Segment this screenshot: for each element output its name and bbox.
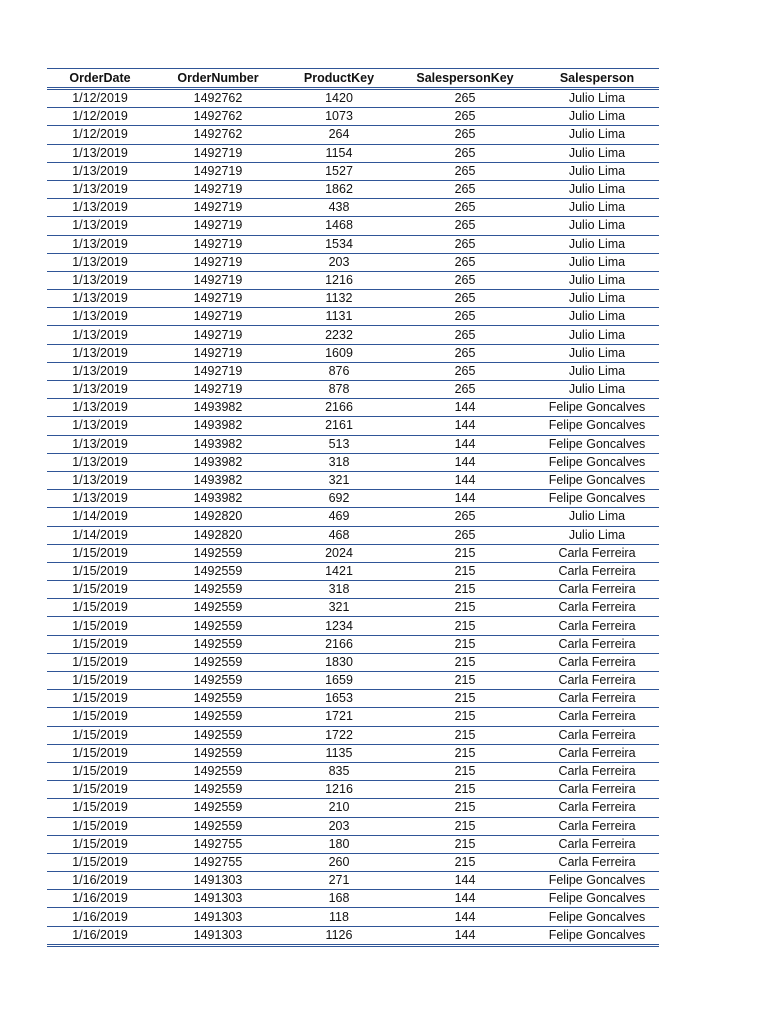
cell-salesperson[interactable]: Felipe Goncalves: [535, 890, 659, 908]
cell-salespersonkey[interactable]: 215: [395, 762, 535, 780]
cell-salesperson[interactable]: Carla Ferreira: [535, 762, 659, 780]
cell-salesperson[interactable]: Julio Lima: [535, 217, 659, 235]
cell-orderdate[interactable]: 1/13/2019: [47, 490, 153, 508]
cell-ordernumber[interactable]: 1493982: [153, 453, 283, 471]
cell-salesperson[interactable]: Felipe Goncalves: [535, 926, 659, 945]
cell-salesperson[interactable]: Julio Lima: [535, 290, 659, 308]
cell-orderdate[interactable]: 1/15/2019: [47, 817, 153, 835]
cell-orderdate[interactable]: 1/15/2019: [47, 708, 153, 726]
cell-orderdate[interactable]: 1/13/2019: [47, 362, 153, 380]
cell-salesperson[interactable]: Carla Ferreira: [535, 853, 659, 871]
cell-salesperson[interactable]: Julio Lima: [535, 108, 659, 126]
table-row: [47, 108, 659, 126]
cell-productkey[interactable]: 1216: [283, 271, 395, 289]
cell-salesperson[interactable]: Julio Lima: [535, 199, 659, 217]
cell-salespersonkey[interactable]: 265: [395, 217, 535, 235]
table-row: [47, 453, 659, 471]
cell-salesperson[interactable]: Carla Ferreira: [535, 672, 659, 690]
cell-salespersonkey[interactable]: 265: [395, 180, 535, 198]
cell-productkey[interactable]: 1132: [283, 290, 395, 308]
cell-salespersonkey[interactable]: 265: [395, 271, 535, 289]
cell-salespersonkey[interactable]: 215: [395, 635, 535, 653]
cell-ordernumber[interactable]: 1492820: [153, 526, 283, 544]
table-row: [47, 526, 659, 544]
cell-productkey[interactable]: 260: [283, 853, 395, 871]
cell-productkey[interactable]: 271: [283, 872, 395, 890]
cell-productkey[interactable]: 1234: [283, 617, 395, 635]
header-salespersonkey[interactable]: SalespersonKey: [395, 69, 535, 89]
cell-salespersonkey[interactable]: 265: [395, 253, 535, 271]
cell-productkey[interactable]: 203: [283, 253, 395, 271]
cell-salesperson[interactable]: Julio Lima: [535, 89, 659, 108]
cell-productkey[interactable]: 438: [283, 199, 395, 217]
cell-orderdate[interactable]: 1/15/2019: [47, 653, 153, 671]
cell-productkey[interactable]: 1653: [283, 690, 395, 708]
cell-productkey[interactable]: 203: [283, 817, 395, 835]
cell-salespersonkey[interactable]: 265: [395, 326, 535, 344]
table-row: [47, 399, 659, 417]
cell-ordernumber[interactable]: 1491303: [153, 908, 283, 926]
cell-salesperson[interactable]: Carla Ferreira: [535, 799, 659, 817]
cell-salespersonkey[interactable]: 144: [395, 872, 535, 890]
cell-salesperson[interactable]: Julio Lima: [535, 308, 659, 326]
cell-orderdate[interactable]: 1/13/2019: [47, 453, 153, 471]
table-row: [47, 381, 659, 399]
cell-orderdate[interactable]: 1/13/2019: [47, 471, 153, 489]
cell-salespersonkey[interactable]: 215: [395, 781, 535, 799]
cell-ordernumber[interactable]: 1492755: [153, 835, 283, 853]
cell-orderdate[interactable]: 1/12/2019: [47, 108, 153, 126]
table-row: [47, 326, 659, 344]
cell-salesperson[interactable]: Julio Lima: [535, 126, 659, 144]
cell-salesperson[interactable]: Carla Ferreira: [535, 726, 659, 744]
cell-salespersonkey[interactable]: 215: [395, 835, 535, 853]
table-row: [47, 417, 659, 435]
cell-orderdate[interactable]: 1/13/2019: [47, 381, 153, 399]
cell-productkey[interactable]: 1534: [283, 235, 395, 253]
cell-productkey[interactable]: 1527: [283, 162, 395, 180]
cell-salesperson[interactable]: Carla Ferreira: [535, 544, 659, 562]
cell-ordernumber[interactable]: 1492719: [153, 162, 283, 180]
cell-salesperson[interactable]: Julio Lima: [535, 362, 659, 380]
cell-orderdate[interactable]: 1/13/2019: [47, 326, 153, 344]
cell-productkey[interactable]: 321: [283, 471, 395, 489]
cell-ordernumber[interactable]: 1492559: [153, 581, 283, 599]
cell-salespersonkey[interactable]: 215: [395, 744, 535, 762]
table-row: [47, 762, 659, 780]
cell-ordernumber[interactable]: 1492719: [153, 253, 283, 271]
cell-orderdate[interactable]: 1/13/2019: [47, 290, 153, 308]
cell-salesperson[interactable]: Felipe Goncalves: [535, 872, 659, 890]
cell-salespersonkey[interactable]: 265: [395, 199, 535, 217]
table-row: [47, 89, 659, 108]
cell-orderdate[interactable]: 1/15/2019: [47, 744, 153, 762]
table-row: [47, 562, 659, 580]
cell-productkey[interactable]: 210: [283, 799, 395, 817]
cell-salespersonkey[interactable]: 215: [395, 708, 535, 726]
cell-productkey[interactable]: 1609: [283, 344, 395, 362]
cell-productkey[interactable]: 1830: [283, 653, 395, 671]
cell-orderdate[interactable]: 1/16/2019: [47, 926, 153, 945]
cell-salespersonkey[interactable]: 265: [395, 290, 535, 308]
cell-salespersonkey[interactable]: 215: [395, 799, 535, 817]
cell-salespersonkey[interactable]: 265: [395, 381, 535, 399]
cell-productkey[interactable]: 1421: [283, 562, 395, 580]
cell-productkey[interactable]: 168: [283, 890, 395, 908]
cell-salespersonkey[interactable]: 265: [395, 162, 535, 180]
cell-orderdate[interactable]: 1/13/2019: [47, 417, 153, 435]
cell-ordernumber[interactable]: 1492719: [153, 235, 283, 253]
cell-orderdate[interactable]: 1/13/2019: [47, 235, 153, 253]
cell-productkey[interactable]: 1721: [283, 708, 395, 726]
cell-orderdate[interactable]: 1/13/2019: [47, 144, 153, 162]
cell-orderdate[interactable]: 1/13/2019: [47, 199, 153, 217]
cell-productkey[interactable]: 264: [283, 126, 395, 144]
table-body: [47, 89, 659, 946]
cell-salespersonkey[interactable]: 265: [395, 126, 535, 144]
cell-productkey[interactable]: 180: [283, 835, 395, 853]
cell-salespersonkey[interactable]: 215: [395, 562, 535, 580]
cell-ordernumber[interactable]: 1492719: [153, 144, 283, 162]
cell-ordernumber[interactable]: 1492762: [153, 89, 283, 108]
cell-ordernumber[interactable]: 1492559: [153, 653, 283, 671]
cell-salesperson[interactable]: Carla Ferreira: [535, 562, 659, 580]
cell-productkey[interactable]: 1126: [283, 926, 395, 945]
cell-ordernumber[interactable]: 1492719: [153, 199, 283, 217]
cell-orderdate[interactable]: 1/15/2019: [47, 581, 153, 599]
cell-ordernumber[interactable]: 1492559: [153, 781, 283, 799]
cell-productkey[interactable]: 1154: [283, 144, 395, 162]
cell-ordernumber[interactable]: 1492559: [153, 690, 283, 708]
cell-salesperson[interactable]: Julio Lima: [535, 526, 659, 544]
table-row: [47, 217, 659, 235]
table-row: [47, 126, 659, 144]
header-orderdate[interactable]: OrderDate: [47, 69, 153, 89]
cell-ordernumber[interactable]: 1491303: [153, 872, 283, 890]
cell-salespersonkey[interactable]: 265: [395, 508, 535, 526]
cell-salesperson[interactable]: Felipe Goncalves: [535, 490, 659, 508]
cell-productkey[interactable]: 1073: [283, 108, 395, 126]
cell-salesperson[interactable]: Julio Lima: [535, 144, 659, 162]
cell-orderdate[interactable]: 1/13/2019: [47, 180, 153, 198]
cell-ordernumber[interactable]: 1492719: [153, 381, 283, 399]
cell-ordernumber[interactable]: 1492559: [153, 599, 283, 617]
cell-ordernumber[interactable]: 1493982: [153, 490, 283, 508]
cell-salesperson[interactable]: Felipe Goncalves: [535, 435, 659, 453]
cell-salesperson[interactable]: Julio Lima: [535, 508, 659, 526]
cell-salesperson[interactable]: Carla Ferreira: [535, 599, 659, 617]
cell-salespersonkey[interactable]: 144: [395, 471, 535, 489]
cell-salespersonkey[interactable]: 144: [395, 417, 535, 435]
cell-ordernumber[interactable]: 1493982: [153, 471, 283, 489]
cell-salespersonkey[interactable]: 265: [395, 89, 535, 108]
cell-salesperson[interactable]: Julio Lima: [535, 271, 659, 289]
table-row: [47, 344, 659, 362]
cell-ordernumber[interactable]: 1493982: [153, 435, 283, 453]
table-row: [47, 817, 659, 835]
cell-orderdate[interactable]: 1/14/2019: [47, 526, 153, 544]
table-row: [47, 635, 659, 653]
cell-ordernumber[interactable]: 1493982: [153, 417, 283, 435]
cell-ordernumber[interactable]: 1492559: [153, 799, 283, 817]
cell-productkey[interactable]: 2024: [283, 544, 395, 562]
cell-salesperson[interactable]: Carla Ferreira: [535, 653, 659, 671]
cell-productkey[interactable]: 469: [283, 508, 395, 526]
table-row: [47, 199, 659, 217]
cell-ordernumber[interactable]: 1491303: [153, 890, 283, 908]
cell-salesperson[interactable]: Carla Ferreira: [535, 617, 659, 635]
cell-salespersonkey[interactable]: 265: [395, 144, 535, 162]
cell-orderdate[interactable]: 1/15/2019: [47, 599, 153, 617]
cell-salespersonkey[interactable]: 144: [395, 453, 535, 471]
cell-orderdate[interactable]: 1/15/2019: [47, 617, 153, 635]
cell-orderdate[interactable]: 1/13/2019: [47, 344, 153, 362]
cell-ordernumber[interactable]: 1492719: [153, 217, 283, 235]
table-row: [47, 726, 659, 744]
cell-salespersonkey[interactable]: 144: [395, 490, 535, 508]
cell-ordernumber[interactable]: 1491303: [153, 926, 283, 945]
table-row: [47, 653, 659, 671]
cell-salespersonkey[interactable]: 215: [395, 653, 535, 671]
cell-productkey[interactable]: 1862: [283, 180, 395, 198]
cell-ordernumber[interactable]: 1492762: [153, 126, 283, 144]
cell-productkey[interactable]: 118: [283, 908, 395, 926]
cell-salespersonkey[interactable]: 265: [395, 362, 535, 380]
cell-ordernumber[interactable]: 1492559: [153, 817, 283, 835]
cell-orderdate[interactable]: 1/15/2019: [47, 672, 153, 690]
table-row: [47, 744, 659, 762]
table-row: [47, 581, 659, 599]
cell-ordernumber[interactable]: 1492719: [153, 344, 283, 362]
table-row: [47, 799, 659, 817]
cell-salespersonkey[interactable]: 144: [395, 399, 535, 417]
header-row: [47, 69, 659, 89]
cell-orderdate[interactable]: 1/15/2019: [47, 799, 153, 817]
cell-productkey[interactable]: 468: [283, 526, 395, 544]
orders-table: [47, 68, 659, 947]
cell-ordernumber[interactable]: 1493982: [153, 399, 283, 417]
cell-salespersonkey[interactable]: 215: [395, 726, 535, 744]
cell-ordernumber[interactable]: 1492559: [153, 672, 283, 690]
cell-ordernumber[interactable]: 1492559: [153, 744, 283, 762]
cell-salesperson[interactable]: Carla Ferreira: [535, 635, 659, 653]
table-row: [47, 235, 659, 253]
table-row: [47, 617, 659, 635]
table-row: [47, 144, 659, 162]
cell-salesperson[interactable]: Felipe Goncalves: [535, 908, 659, 926]
cell-productkey[interactable]: 876: [283, 362, 395, 380]
cell-salesperson[interactable]: Julio Lima: [535, 162, 659, 180]
cell-salesperson[interactable]: Carla Ferreira: [535, 690, 659, 708]
cell-salespersonkey[interactable]: 215: [395, 690, 535, 708]
cell-productkey[interactable]: 318: [283, 453, 395, 471]
cell-ordernumber[interactable]: 1492755: [153, 853, 283, 871]
cell-salespersonkey[interactable]: 144: [395, 890, 535, 908]
cell-productkey[interactable]: 835: [283, 762, 395, 780]
cell-productkey[interactable]: 2161: [283, 417, 395, 435]
cell-ordernumber[interactable]: 1492719: [153, 180, 283, 198]
table-row: [47, 926, 659, 945]
table-row: [47, 162, 659, 180]
cell-ordernumber[interactable]: 1492762: [153, 108, 283, 126]
cell-ordernumber[interactable]: 1492719: [153, 326, 283, 344]
cell-salespersonkey[interactable]: 215: [395, 853, 535, 871]
cell-orderdate[interactable]: 1/15/2019: [47, 544, 153, 562]
header-ordernumber[interactable]: OrderNumber: [153, 69, 283, 89]
cell-salesperson[interactable]: Carla Ferreira: [535, 835, 659, 853]
cell-salespersonkey[interactable]: 215: [395, 581, 535, 599]
table-row: [47, 271, 659, 289]
cell-productkey[interactable]: 1135: [283, 744, 395, 762]
cell-orderdate[interactable]: 1/13/2019: [47, 308, 153, 326]
header-salesperson[interactable]: Salesperson: [535, 69, 659, 89]
cell-orderdate[interactable]: 1/13/2019: [47, 253, 153, 271]
cell-productkey[interactable]: 1468: [283, 217, 395, 235]
cell-salesperson[interactable]: Julio Lima: [535, 180, 659, 198]
table-row: [47, 672, 659, 690]
cell-salespersonkey[interactable]: 215: [395, 817, 535, 835]
table-row: [47, 908, 659, 926]
cell-productkey[interactable]: 318: [283, 581, 395, 599]
table-row: [47, 853, 659, 871]
cell-productkey[interactable]: 1659: [283, 672, 395, 690]
cell-salesperson[interactable]: Julio Lima: [535, 253, 659, 271]
table-row: [47, 599, 659, 617]
cell-salespersonkey[interactable]: 144: [395, 908, 535, 926]
cell-orderdate[interactable]: 1/14/2019: [47, 508, 153, 526]
cell-salespersonkey[interactable]: 144: [395, 435, 535, 453]
cell-salespersonkey[interactable]: 265: [395, 235, 535, 253]
cell-salesperson[interactable]: Julio Lima: [535, 235, 659, 253]
cell-orderdate[interactable]: 1/15/2019: [47, 726, 153, 744]
cell-salesperson[interactable]: Felipe Goncalves: [535, 471, 659, 489]
cell-productkey[interactable]: 878: [283, 381, 395, 399]
cell-productkey[interactable]: 513: [283, 435, 395, 453]
cell-productkey[interactable]: 1131: [283, 308, 395, 326]
cell-salespersonkey[interactable]: 265: [395, 344, 535, 362]
cell-orderdate[interactable]: 1/16/2019: [47, 908, 153, 926]
table-row: [47, 490, 659, 508]
table-row: [47, 180, 659, 198]
cell-orderdate[interactable]: 1/13/2019: [47, 435, 153, 453]
table-row: [47, 544, 659, 562]
cell-salesperson[interactable]: Julio Lima: [535, 326, 659, 344]
cell-ordernumber[interactable]: 1492559: [153, 726, 283, 744]
cell-ordernumber[interactable]: 1492820: [153, 508, 283, 526]
cell-orderdate[interactable]: 1/15/2019: [47, 781, 153, 799]
cell-salespersonkey[interactable]: 215: [395, 617, 535, 635]
table-row: [47, 253, 659, 271]
table-row: [47, 290, 659, 308]
cell-productkey[interactable]: 1722: [283, 726, 395, 744]
cell-ordernumber[interactable]: 1492719: [153, 290, 283, 308]
table-row: [47, 708, 659, 726]
cell-ordernumber[interactable]: 1492559: [153, 708, 283, 726]
table-row: [47, 471, 659, 489]
cell-productkey[interactable]: 2232: [283, 326, 395, 344]
cell-ordernumber[interactable]: 1492719: [153, 308, 283, 326]
cell-salesperson[interactable]: Felipe Goncalves: [535, 417, 659, 435]
table-row: [47, 690, 659, 708]
cell-orderdate[interactable]: 1/12/2019: [47, 126, 153, 144]
cell-orderdate[interactable]: 1/13/2019: [47, 162, 153, 180]
cell-orderdate[interactable]: 1/15/2019: [47, 562, 153, 580]
cell-salesperson[interactable]: Carla Ferreira: [535, 817, 659, 835]
cell-salespersonkey[interactable]: 215: [395, 544, 535, 562]
cell-orderdate[interactable]: 1/16/2019: [47, 872, 153, 890]
table-row: [47, 890, 659, 908]
table-row: [47, 835, 659, 853]
cell-orderdate[interactable]: 1/12/2019: [47, 89, 153, 108]
cell-orderdate[interactable]: 1/15/2019: [47, 835, 153, 853]
cell-ordernumber[interactable]: 1492559: [153, 635, 283, 653]
cell-productkey[interactable]: 1216: [283, 781, 395, 799]
table-row: [47, 435, 659, 453]
cell-orderdate[interactable]: 1/15/2019: [47, 690, 153, 708]
cell-orderdate[interactable]: 1/15/2019: [47, 762, 153, 780]
cell-orderdate[interactable]: 1/16/2019: [47, 890, 153, 908]
cell-salespersonkey[interactable]: 265: [395, 308, 535, 326]
cell-ordernumber[interactable]: 1492559: [153, 544, 283, 562]
header-productkey[interactable]: ProductKey: [283, 69, 395, 89]
cell-orderdate[interactable]: 1/15/2019: [47, 635, 153, 653]
table-row: [47, 362, 659, 380]
table-row: [47, 508, 659, 526]
cell-salesperson[interactable]: Julio Lima: [535, 344, 659, 362]
cell-productkey[interactable]: 2166: [283, 399, 395, 417]
cell-ordernumber[interactable]: 1492559: [153, 617, 283, 635]
cell-orderdate[interactable]: 1/15/2019: [47, 853, 153, 871]
cell-productkey[interactable]: 2166: [283, 635, 395, 653]
cell-salesperson[interactable]: Carla Ferreira: [535, 781, 659, 799]
cell-productkey[interactable]: 692: [283, 490, 395, 508]
cell-ordernumber[interactable]: 1492719: [153, 271, 283, 289]
cell-salespersonkey[interactable]: 265: [395, 108, 535, 126]
table-header: [47, 69, 659, 89]
cell-orderdate[interactable]: 1/13/2019: [47, 399, 153, 417]
table-row: [47, 308, 659, 326]
cell-productkey[interactable]: 321: [283, 599, 395, 617]
cell-orderdate[interactable]: 1/13/2019: [47, 217, 153, 235]
table-row: [47, 872, 659, 890]
cell-salesperson[interactable]: Felipe Goncalves: [535, 399, 659, 417]
cell-salespersonkey[interactable]: 215: [395, 672, 535, 690]
cell-salesperson[interactable]: Carla Ferreira: [535, 581, 659, 599]
cell-salespersonkey[interactable]: 144: [395, 926, 535, 945]
cell-ordernumber[interactable]: 1492559: [153, 562, 283, 580]
cell-salesperson[interactable]: Carla Ferreira: [535, 708, 659, 726]
table-row: [47, 781, 659, 799]
cell-salesperson[interactable]: Felipe Goncalves: [535, 453, 659, 471]
cell-ordernumber[interactable]: 1492559: [153, 762, 283, 780]
cell-ordernumber[interactable]: 1492719: [153, 362, 283, 380]
cell-salespersonkey[interactable]: 215: [395, 599, 535, 617]
cell-salesperson[interactable]: Julio Lima: [535, 381, 659, 399]
cell-salesperson[interactable]: Carla Ferreira: [535, 744, 659, 762]
cell-salespersonkey[interactable]: 265: [395, 526, 535, 544]
cell-productkey[interactable]: 1420: [283, 89, 395, 108]
cell-orderdate[interactable]: 1/13/2019: [47, 271, 153, 289]
